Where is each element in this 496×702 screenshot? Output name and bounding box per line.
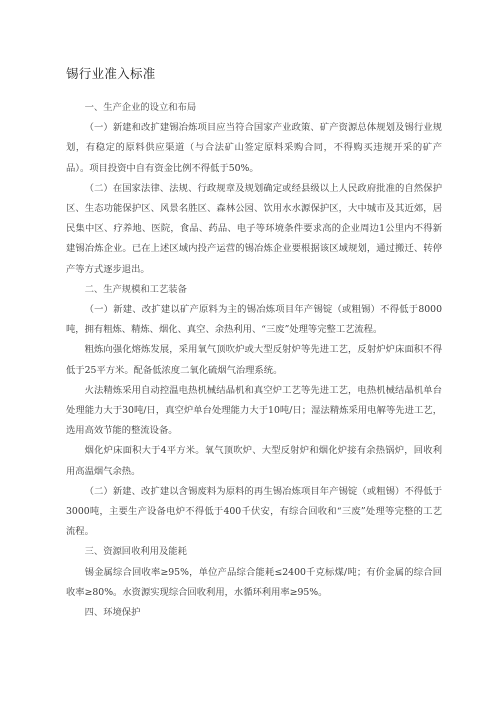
paragraph-3-1: 锡金属综合回收率≥95%，单位产品综合能耗≤2400千克标煤/吨；有价金属的综合回收率≥80%。水资源实现综合回收利用，水循环利用率≥95%。 [66,566,442,598]
paragraph-2-4: 烟化炉床面积大于4平方米。氧气顶吹炉、大型反射炉和烟化炉接有余热锅炉，回收利用高温烟气余热。 [66,445,442,477]
paragraph-1-1: （一）新建和改扩建锡冶炼项目应当符合国家产业政策、矿产资源总体规划及锡行业规划，有稳定的原料供应渠道（与合法矿山签定原料采购合同，不得购买违规开采的矿产品）。项目投资中自有资金比例不得低于50%。 [66,122,442,174]
paragraph-2-3: 火法精炼采用自动控温电热机械结晶机和真空炉工艺等先进工艺，电热机械结晶机单台处理能力大于30吨/日，真空炉单台处理能力大于10吨/日；湿法精炼采用电解等先进工艺，选用高效节能的整流设备。 [66,384,442,437]
section-heading-3: 三、资源回收利用及能耗 [84,546,187,558]
paragraph-2-5: （二）新建、改扩建以含锡废料为原料的再生锡冶炼项目年产锡锭（或粗锡）不得低于3000吨，主要生产设备电炉不得低于400千伏安，有综合回收和“三废”处理等完整的工艺流程。 [66,485,442,538]
section-heading-4: 四、环境保护 [84,607,141,619]
section-heading-2: 二、生产规模和工艺装备 [84,283,187,295]
paragraph-2-1: （一）新建、改扩建以矿产原料为主的锡冶炼项目年产锡锭（或粗锡）不得低于8000吨，拥有粗炼、精炼、烟化、真空、余热利用、“三废”处理等完整工艺流程。 [66,304,442,336]
document-title: 锡行业准入标准 [66,66,156,81]
section-heading-1: 一、生产企业的设立和布局 [84,102,197,113]
paragraph-1-2: （二）在国家法律、法规、行政规章及规划确定或经县级以上人民政府批准的自然保护区、生态功能保护区、风景名胜区、森林公园、饮用水水源保护区，大中城市及其近郊，居民集中区、疗养地、医院，食品、药品、电子等环境条件要求高的企业周边1公里内不得新建锡冶炼企业。已在上述区域内投产运营的锡冶炼企业要根据该区域规划，通过搬迁、转停产等方式逐步退出。 [66,182,442,275]
paragraph-2-2: 粗炼向强化熔炼发展，采用氧气顶吹炉或大型反射炉等先进工艺，反射炉炉床面积不得低于25平方米。配备低浓度二氧化硫烟气治理系统。 [66,344,442,376]
